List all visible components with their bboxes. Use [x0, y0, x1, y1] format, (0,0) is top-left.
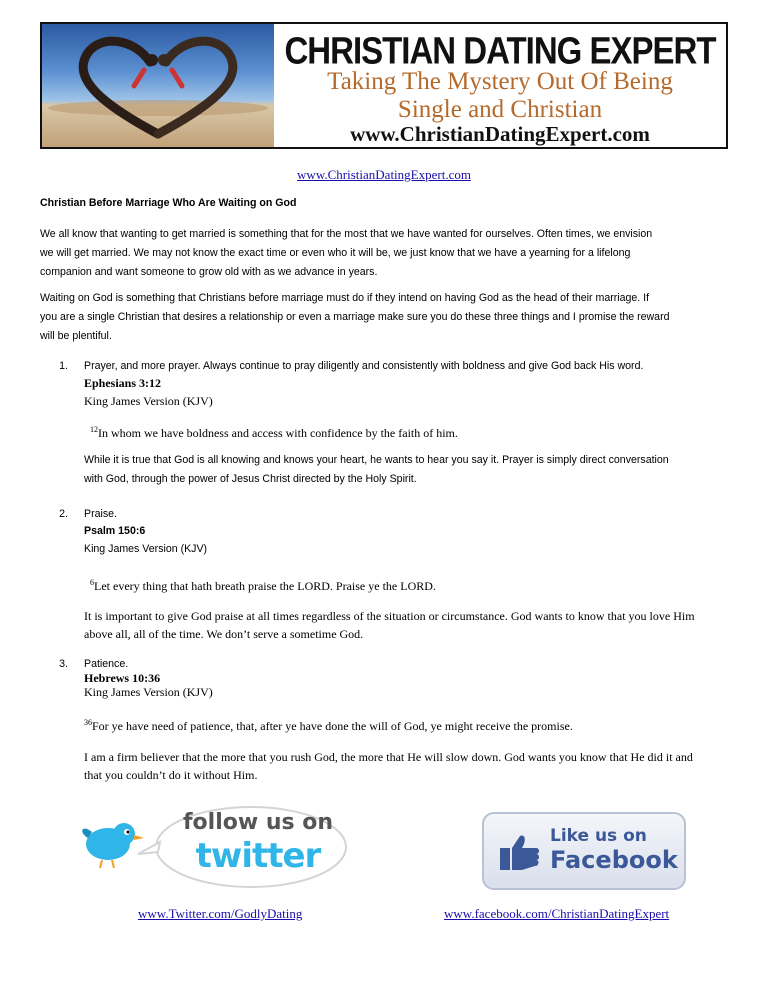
text-line: While it is true that God is all knowing and knows your heart, he wants to hear you say it. Prayer is simply direct conversation — [84, 454, 669, 466]
facebook-like-badge[interactable] — [482, 812, 686, 890]
banner-tagline-line2: Single and Christian — [397, 96, 603, 123]
list-number: 1. — [59, 360, 68, 372]
waiting-paragraph — [40, 289, 740, 346]
text-line: companion and want someone to grow old with as we advance in years. — [40, 266, 378, 278]
twitter-follow-text: follow us on — [182, 810, 334, 835]
article-heading: Christian Before Marriage Who Are Waiting on God — [40, 197, 297, 209]
facebook-link[interactable]: www.facebook.com/ChristianDatingExpert — [444, 906, 670, 921]
bible-version: King James Version (KJV) — [84, 685, 213, 699]
banner-tagline-line1: Taking The Mystery Out Of Being — [327, 68, 673, 95]
heart-couple-image — [42, 24, 274, 147]
thumbs-up-icon — [498, 832, 542, 872]
list-item-comment — [84, 451, 732, 489]
text-line: We all know that wanting to get married is something that for the most that we have wanted for ourselves. Often times, we envision — [40, 228, 653, 240]
list-number: 2. — [59, 508, 68, 520]
scripture-verse — [90, 421, 730, 442]
text-line: Waiting on God is something that Christians before marriage must do if they intend on having God as the head of their marriage. If — [40, 292, 650, 304]
intro-paragraph — [40, 225, 740, 282]
verse-number: 6 — [90, 578, 94, 587]
text-line: with God, through the power of Jesus Christ directed by the Holy Spirit. — [84, 473, 417, 485]
verse-text: Let every thing that hath breath praise the LORD. Praise ye the LORD. — [94, 579, 436, 593]
banner-photo — [42, 24, 274, 147]
twitter-link[interactable]: www.Twitter.com/GodlyDating — [138, 906, 303, 921]
scripture-reference: Hebrews 10:36 — [84, 671, 161, 685]
list-item-title: Praise. — [84, 508, 117, 520]
text-line: you are a single Christian that desires a relationship or even a marriage make sure you do these three things and I promise the reward — [40, 311, 670, 323]
scripture-reference: Psalm 150:6 — [84, 525, 146, 537]
twitter-follow-badge[interactable] — [66, 802, 356, 892]
list-item-title: Patience. — [84, 658, 129, 670]
text-line: will be plentiful. — [40, 330, 112, 342]
text-line: that you couldn’t do it without Him. — [84, 768, 258, 782]
bible-version: King James Version (KJV) — [84, 394, 213, 408]
banner-title: CHRISTIAN DATING EXPERT — [284, 28, 716, 72]
text-line: above all, all of the time. We don’t serve a sometime God. — [84, 627, 364, 641]
website-link[interactable]: www.ChristianDatingExpert.com — [297, 167, 471, 182]
verse-number: 36 — [84, 718, 92, 727]
scripture-verse — [90, 574, 730, 595]
list-item-comment — [84, 607, 732, 643]
list-item-title: Prayer, and more prayer. Always continue to pray diligently and consistently with boldness and give God back His word. — [84, 360, 644, 372]
list-item-comment — [84, 748, 732, 784]
banner-url: www.ChristianDatingExpert.com — [350, 122, 650, 146]
scripture-reference: Ephesians 3:12 — [84, 376, 162, 390]
text-line: I am a firm believer that the more that you rush God, the more that He will slow down. God wants you know that He did it and — [84, 750, 693, 764]
verse-text: In whom we have boldness and access with confidence by the faith of him. — [98, 426, 458, 440]
scripture-verse — [84, 714, 734, 735]
facebook-like-text: Like us on — [550, 826, 647, 846]
list-number: 3. — [59, 658, 68, 670]
text-line: we will get married. We may not know the exact time or even who it will be, we just know that we have a yearning for a lifelong — [40, 247, 631, 259]
twitter-wordmark: twitter — [195, 836, 321, 876]
header-banner — [40, 22, 728, 149]
verse-number: 12 — [90, 425, 98, 434]
text-line: It is important to give God praise at all times regardless of the situation or circumstance. God wants to know that you love Him — [84, 609, 695, 623]
bible-version: King James Version (KJV) — [84, 543, 208, 555]
verse-text: For ye have need of patience, that, after ye have done the will of God, ye might receive the promise. — [92, 719, 573, 733]
facebook-wordmark: Facebook — [550, 846, 678, 874]
